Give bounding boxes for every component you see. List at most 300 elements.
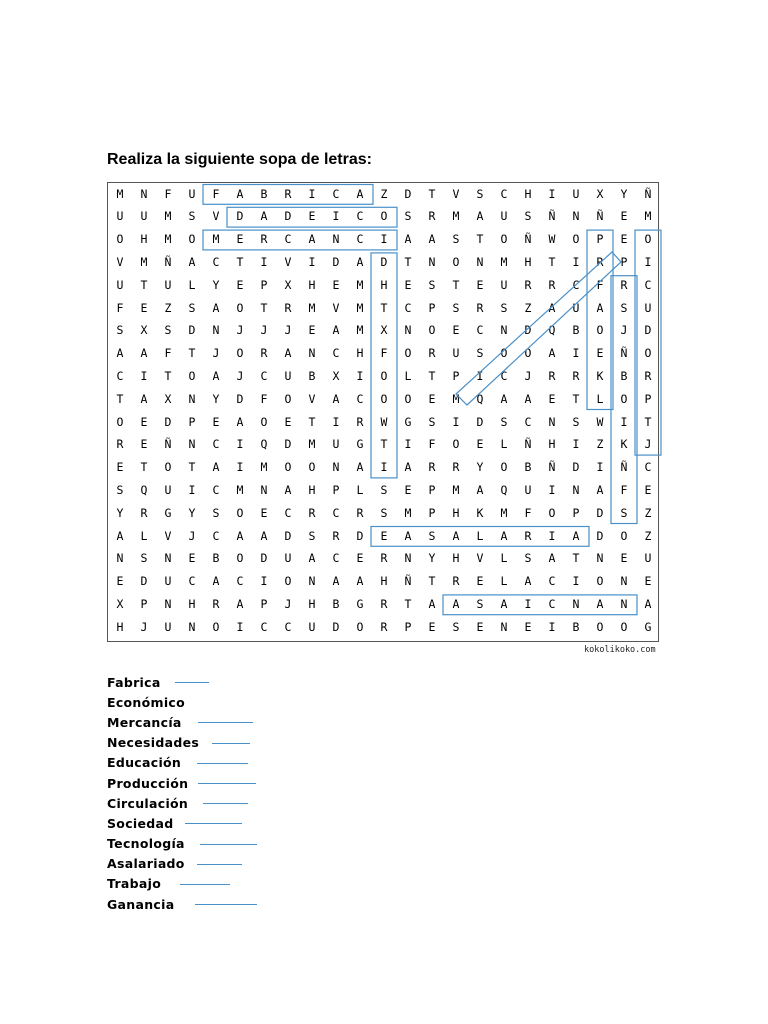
grid-letter[interactable]: T (428, 369, 436, 384)
grid-letter[interactable]: Q (140, 483, 148, 497)
grid-letter[interactable]: D (332, 619, 340, 634)
grid-letter[interactable]: A (212, 574, 220, 589)
grid-letter[interactable]: E (476, 619, 484, 634)
grid-letter[interactable]: Q (500, 483, 508, 497)
grid-letter[interactable]: C (572, 277, 580, 292)
grid-letter[interactable]: B (332, 596, 340, 611)
grid-letter[interactable]: H (452, 551, 460, 566)
grid-letter[interactable]: L (140, 528, 148, 543)
grid-letter[interactable]: H (548, 437, 556, 452)
grid-letter[interactable]: F (596, 277, 604, 292)
grid-letter[interactable]: R (140, 505, 148, 520)
grid-letter[interactable]: R (452, 460, 460, 475)
grid-letter[interactable]: S (116, 323, 124, 338)
grid-letter[interactable]: C (476, 323, 484, 338)
grid-letter[interactable]: B (572, 619, 580, 634)
grid-letter[interactable]: V (284, 255, 292, 270)
grid-letter[interactable]: C (548, 596, 556, 611)
grid-letter[interactable]: I (260, 255, 268, 270)
grid-letter[interactable]: O (236, 505, 244, 520)
grid-letter[interactable]: R (260, 232, 268, 247)
grid-letter[interactable]: N (572, 209, 580, 224)
grid-letter[interactable]: I (548, 528, 556, 543)
grid-letter[interactable]: E (260, 505, 268, 520)
grid-letter[interactable]: I (572, 346, 580, 361)
grid-letter[interactable]: R (284, 186, 292, 201)
grid-letter[interactable]: S (188, 300, 196, 315)
grid-letter[interactable]: T (164, 369, 172, 384)
grid-letter[interactable]: T (572, 391, 580, 406)
grid-letter[interactable]: I (596, 460, 604, 475)
grid-letter[interactable]: I (380, 460, 388, 475)
grid-letter[interactable]: A (428, 596, 436, 611)
grid-letter[interactable]: U (524, 483, 532, 497)
grid-letter[interactable]: A (452, 528, 460, 543)
grid-letter[interactable]: S (188, 209, 196, 224)
grid-letter[interactable]: T (404, 255, 412, 270)
grid-letter[interactable]: Ñ (524, 232, 532, 247)
grid-letter[interactable]: E (308, 209, 316, 224)
grid-letter[interactable]: A (548, 551, 556, 566)
grid-letter[interactable]: O (500, 460, 508, 475)
grid-letter[interactable]: F (524, 505, 532, 520)
grid-letter[interactable]: N (620, 596, 628, 611)
grid-letter[interactable]: P (596, 232, 604, 247)
grid-letter[interactable]: B (308, 369, 316, 384)
grid-letter[interactable]: E (404, 483, 412, 497)
grid-letter[interactable]: W (596, 414, 604, 429)
grid-letter[interactable]: R (476, 300, 484, 315)
grid-letter[interactable]: R (308, 505, 316, 520)
grid-letter[interactable]: D (284, 528, 292, 543)
grid-letter[interactable]: E (284, 414, 292, 429)
grid-letter[interactable]: S (500, 414, 508, 429)
grid-letter[interactable]: S (428, 414, 436, 429)
grid-letter[interactable]: H (452, 505, 460, 520)
grid-letter[interactable]: X (596, 186, 604, 201)
grid-letter[interactable]: A (236, 186, 244, 201)
grid-letter[interactable]: A (596, 300, 604, 315)
grid-letter[interactable]: C (500, 369, 508, 384)
grid-letter[interactable]: M (140, 255, 148, 270)
grid-letter[interactable]: G (356, 437, 364, 452)
grid-letter[interactable]: M (356, 277, 364, 292)
grid-letter[interactable]: O (428, 323, 436, 338)
grid-letter[interactable]: I (236, 437, 244, 452)
grid-letter[interactable]: W (548, 232, 556, 247)
grid-letter[interactable]: Ñ (644, 186, 652, 201)
grid-letter[interactable]: I (236, 460, 244, 475)
grid-letter[interactable]: N (620, 574, 628, 589)
grid-letter[interactable]: A (524, 391, 532, 406)
grid-letter[interactable]: C (332, 346, 340, 361)
grid-letter[interactable]: P (260, 277, 268, 292)
grid-letter[interactable]: R (548, 277, 556, 292)
grid-letter[interactable]: C (644, 277, 652, 292)
grid-letter[interactable]: T (116, 391, 124, 406)
grid-letter[interactable]: R (356, 505, 364, 520)
grid-letter[interactable]: M (644, 209, 652, 224)
grid-letter[interactable]: V (308, 391, 316, 406)
grid-letter[interactable]: S (452, 300, 460, 315)
grid-letter[interactable]: A (548, 346, 556, 361)
grid-letter[interactable]: A (404, 460, 412, 475)
grid-letter[interactable]: T (380, 437, 388, 452)
grid-letter[interactable]: M (500, 505, 508, 520)
grid-letter[interactable]: A (596, 596, 604, 611)
grid-letter[interactable]: D (236, 391, 244, 406)
grid-letter[interactable]: C (284, 232, 292, 247)
grid-letter[interactable]: Y (212, 277, 220, 292)
grid-letter[interactable]: I (620, 414, 628, 429)
grid-letter[interactable]: F (212, 186, 220, 201)
grid-letter[interactable]: A (284, 346, 292, 361)
grid-letter[interactable]: R (428, 460, 436, 475)
grid-letter[interactable]: D (476, 414, 484, 429)
grid-letter[interactable]: O (620, 619, 628, 634)
grid-letter[interactable]: A (500, 596, 508, 611)
grid-letter[interactable]: A (596, 483, 604, 497)
grid-letter[interactable]: H (356, 346, 364, 361)
grid-letter[interactable]: R (284, 300, 292, 315)
grid-letter[interactable]: L (476, 528, 484, 543)
grid-letter[interactable]: A (332, 323, 340, 338)
grid-letter[interactable]: H (188, 596, 196, 611)
grid-letter[interactable]: M (356, 300, 364, 315)
grid-letter[interactable]: Ñ (620, 346, 628, 361)
grid-letter[interactable]: E (332, 277, 340, 292)
grid-letter[interactable]: E (380, 528, 388, 543)
grid-letter[interactable]: P (644, 391, 652, 406)
grid-letter[interactable]: J (284, 323, 292, 338)
grid-letter[interactable]: O (164, 460, 172, 475)
grid-letter[interactable]: U (308, 619, 316, 634)
grid-letter[interactable]: U (572, 186, 580, 201)
grid-letter[interactable]: D (596, 528, 604, 543)
grid-letter[interactable]: Y (476, 460, 484, 475)
grid-letter[interactable]: C (356, 209, 364, 224)
grid-letter[interactable]: Y (116, 505, 124, 520)
grid-letter[interactable]: Z (596, 437, 604, 452)
grid-letter[interactable]: H (308, 483, 316, 497)
grid-letter[interactable]: U (284, 551, 292, 566)
grid-letter[interactable]: H (308, 277, 316, 292)
grid-letter[interactable]: D (596, 505, 604, 520)
grid-letter[interactable]: R (548, 369, 556, 384)
grid-letter[interactable]: S (620, 300, 628, 315)
grid-letter[interactable]: O (188, 369, 196, 384)
grid-letter[interactable]: V (476, 551, 484, 566)
grid-letter[interactable]: C (284, 505, 292, 520)
grid-letter[interactable]: O (308, 460, 316, 475)
grid-letter[interactable]: N (428, 255, 436, 270)
grid-letter[interactable]: O (596, 574, 604, 589)
grid-letter[interactable]: T (140, 277, 148, 292)
grid-letter[interactable]: P (620, 255, 628, 270)
grid-letter[interactable]: W (380, 414, 388, 429)
grid-letter[interactable]: M (308, 300, 316, 315)
grid-letter[interactable]: J (188, 528, 196, 543)
grid-letter[interactable]: N (404, 323, 412, 338)
grid-letter[interactable]: S (524, 551, 532, 566)
grid-letter[interactable]: C (404, 300, 412, 315)
grid-letter[interactable]: M (260, 460, 268, 475)
grid-letter[interactable]: C (356, 232, 364, 247)
grid-letter[interactable]: A (212, 369, 220, 384)
grid-letter[interactable]: T (308, 414, 316, 429)
grid-letter[interactable]: X (164, 391, 172, 406)
grid-letter[interactable]: V (164, 528, 172, 543)
grid-letter[interactable]: L (596, 391, 604, 406)
grid-letter[interactable]: H (380, 574, 388, 589)
grid-letter[interactable]: R (332, 528, 340, 543)
grid-letter[interactable]: E (116, 460, 124, 475)
grid-letter[interactable]: O (548, 505, 556, 520)
grid-letter[interactable]: C (116, 369, 124, 384)
grid-letter[interactable]: C (236, 574, 244, 589)
grid-letter[interactable]: H (308, 596, 316, 611)
grid-letter[interactable]: E (524, 619, 532, 634)
grid-letter[interactable]: N (500, 619, 508, 634)
grid-letter[interactable]: S (500, 300, 508, 315)
grid-letter[interactable]: D (404, 186, 412, 201)
grid-letter[interactable]: A (500, 528, 508, 543)
grid-letter[interactable]: Ñ (548, 460, 556, 475)
grid-letter[interactable]: M (236, 483, 244, 497)
grid-letter[interactable]: D (140, 574, 148, 589)
grid-letter[interactable]: O (380, 369, 388, 384)
grid-letter[interactable]: U (116, 277, 124, 292)
grid-letter[interactable]: V (452, 186, 460, 201)
grid-letter[interactable]: E (140, 414, 148, 429)
grid-letter[interactable]: J (284, 596, 292, 611)
grid-letter[interactable]: L (404, 369, 412, 384)
grid-letter[interactable]: C (548, 574, 556, 589)
grid-letter[interactable]: B (260, 186, 268, 201)
grid-letter[interactable]: N (404, 551, 412, 566)
grid-letter[interactable]: S (140, 551, 148, 566)
grid-letter[interactable]: N (332, 460, 340, 475)
grid-letter[interactable]: C (212, 528, 220, 543)
grid-letter[interactable]: A (356, 460, 364, 475)
grid-letter[interactable]: O (284, 391, 292, 406)
grid-letter[interactable]: S (164, 323, 172, 338)
grid-letter[interactable]: A (356, 186, 364, 201)
grid-letter[interactable]: R (356, 414, 364, 429)
grid-letter[interactable]: P (404, 619, 412, 634)
grid-letter[interactable]: V (212, 209, 220, 224)
grid-letter[interactable]: T (644, 414, 652, 429)
grid-letter[interactable]: J (236, 369, 244, 384)
grid-letter[interactable]: O (236, 300, 244, 315)
grid-letter[interactable]: U (140, 209, 148, 224)
grid-letter[interactable]: D (164, 414, 172, 429)
grid-letter[interactable]: T (236, 255, 244, 270)
grid-letter[interactable]: O (236, 551, 244, 566)
grid-letter[interactable]: E (116, 574, 124, 589)
grid-letter[interactable]: O (500, 346, 508, 361)
grid-letter[interactable]: E (620, 232, 628, 247)
grid-letter[interactable]: A (404, 528, 412, 543)
grid-letter[interactable]: R (212, 596, 220, 611)
grid-letter[interactable]: A (308, 232, 316, 247)
grid-letter[interactable]: A (356, 255, 364, 270)
grid-letter[interactable]: E (476, 574, 484, 589)
grid-letter[interactable]: D (644, 323, 652, 338)
grid-letter[interactable]: U (116, 209, 124, 224)
grid-letter[interactable]: O (644, 232, 652, 247)
grid-letter[interactable]: D (524, 323, 532, 338)
grid-letter[interactable]: E (644, 483, 652, 497)
grid-letter[interactable]: S (404, 209, 412, 224)
grid-letter[interactable]: T (380, 300, 388, 315)
grid-letter[interactable]: N (188, 619, 196, 634)
grid-letter[interactable]: H (524, 186, 532, 201)
grid-letter[interactable]: A (548, 300, 556, 315)
grid-letter[interactable]: R (452, 574, 460, 589)
grid-letter[interactable]: R (380, 596, 388, 611)
grid-letter[interactable]: A (332, 391, 340, 406)
grid-letter[interactable]: N (500, 323, 508, 338)
grid-letter[interactable]: S (476, 596, 484, 611)
grid-letter[interactable]: F (620, 483, 628, 497)
grid-letter[interactable]: T (404, 596, 412, 611)
grid-letter[interactable]: A (524, 574, 532, 589)
grid-letter[interactable]: R (524, 528, 532, 543)
grid-letter[interactable]: Z (524, 300, 532, 315)
grid-letter[interactable]: T (188, 346, 196, 361)
grid-letter[interactable]: Ñ (164, 437, 172, 452)
grid-letter[interactable]: N (476, 255, 484, 270)
grid-letter[interactable]: S (452, 232, 460, 247)
grid-letter[interactable]: C (260, 619, 268, 634)
grid-letter[interactable]: E (428, 619, 436, 634)
grid-letter[interactable]: K (476, 505, 484, 520)
grid-letter[interactable]: G (164, 505, 172, 520)
grid-letter[interactable]: F (428, 437, 436, 452)
grid-letter[interactable]: I (572, 437, 580, 452)
grid-letter[interactable]: C (524, 414, 532, 429)
grid-letter[interactable]: N (164, 551, 172, 566)
grid-letter[interactable]: D (356, 528, 364, 543)
grid-letter[interactable]: O (452, 437, 460, 452)
grid-letter[interactable]: A (188, 255, 196, 270)
grid-letter[interactable]: D (380, 255, 388, 270)
grid-letter[interactable]: O (572, 232, 580, 247)
grid-letter[interactable]: C (284, 619, 292, 634)
grid-letter[interactable]: L (500, 551, 508, 566)
grid-letter[interactable]: U (644, 551, 652, 566)
grid-letter[interactable]: A (116, 528, 124, 543)
grid-letter[interactable]: E (428, 391, 436, 406)
grid-letter[interactable]: P (572, 505, 580, 520)
grid-letter[interactable]: F (164, 186, 172, 201)
grid-letter[interactable]: I (404, 437, 412, 452)
grid-letter[interactable]: P (428, 483, 436, 497)
grid-letter[interactable]: A (212, 460, 220, 475)
grid-letter[interactable]: A (500, 391, 508, 406)
grid-letter[interactable]: N (188, 437, 196, 452)
grid-letter[interactable]: O (284, 460, 292, 475)
grid-letter[interactable]: T (140, 460, 148, 475)
grid-letter[interactable]: Ñ (548, 209, 556, 224)
grid-letter[interactable]: R (572, 369, 580, 384)
grid-letter[interactable]: T (428, 574, 436, 589)
grid-letter[interactable]: O (188, 232, 196, 247)
grid-letter[interactable]: I (524, 596, 532, 611)
grid-letter[interactable]: Ñ (524, 437, 532, 452)
grid-letter[interactable]: I (236, 619, 244, 634)
grid-letter[interactable]: Q (548, 323, 556, 338)
grid-letter[interactable]: X (332, 369, 340, 384)
grid-letter[interactable]: R (620, 277, 628, 292)
grid-letter[interactable]: T (548, 255, 556, 270)
grid-letter[interactable]: O (404, 391, 412, 406)
grid-letter[interactable]: I (572, 255, 580, 270)
grid-letter[interactable]: F (260, 391, 268, 406)
grid-letter[interactable]: C (212, 255, 220, 270)
grid-letter[interactable]: M (452, 209, 460, 224)
grid-letter[interactable]: A (284, 483, 292, 497)
grid-letter[interactable]: A (236, 596, 244, 611)
grid-letter[interactable]: A (644, 596, 652, 611)
grid-letter[interactable]: E (236, 277, 244, 292)
grid-letter[interactable]: O (284, 574, 292, 589)
grid-letter[interactable]: D (332, 255, 340, 270)
grid-letter[interactable]: C (212, 437, 220, 452)
grid-letter[interactable]: J (260, 323, 268, 338)
grid-letter[interactable]: J (620, 323, 628, 338)
grid-letter[interactable]: O (644, 346, 652, 361)
grid-letter[interactable]: A (476, 209, 484, 224)
grid-letter[interactable]: A (236, 414, 244, 429)
grid-letter[interactable]: X (140, 323, 148, 338)
grid-letter[interactable]: Y (620, 186, 628, 201)
grid-letter[interactable]: L (500, 437, 508, 452)
grid-letter[interactable]: E (188, 551, 196, 566)
grid-letter[interactable]: E (212, 414, 220, 429)
grid-letter[interactable]: L (356, 483, 364, 497)
grid-letter[interactable]: I (140, 369, 148, 384)
grid-letter[interactable]: O (116, 414, 124, 429)
grid-letter[interactable]: N (164, 596, 172, 611)
grid-letter[interactable]: U (332, 437, 340, 452)
grid-letter[interactable]: O (452, 255, 460, 270)
grid-letter[interactable]: O (356, 619, 364, 634)
grid-letter[interactable]: G (644, 619, 652, 634)
grid-letter[interactable]: N (596, 551, 604, 566)
grid-letter[interactable]: M (164, 209, 172, 224)
grid-letter[interactable]: C (212, 483, 220, 497)
grid-letter[interactable]: I (452, 414, 460, 429)
grid-letter[interactable]: U (644, 300, 652, 315)
grid-letter[interactable]: I (332, 209, 340, 224)
grid-letter[interactable]: S (212, 505, 220, 520)
grid-letter[interactable]: K (596, 369, 604, 384)
grid-letter[interactable]: P (332, 483, 340, 497)
grid-letter[interactable]: D (236, 209, 244, 224)
grid-letter[interactable]: N (212, 323, 220, 338)
grid-letter[interactable]: C (644, 460, 652, 475)
grid-letter[interactable]: M (452, 483, 460, 497)
grid-letter[interactable]: S (116, 483, 124, 497)
grid-letter[interactable]: O (620, 528, 628, 543)
grid-letter[interactable]: S (428, 528, 436, 543)
grid-letter[interactable]: I (308, 186, 316, 201)
grid-letter[interactable]: E (140, 437, 148, 452)
grid-letter[interactable]: O (620, 391, 628, 406)
grid-letter[interactable]: X (284, 277, 292, 292)
